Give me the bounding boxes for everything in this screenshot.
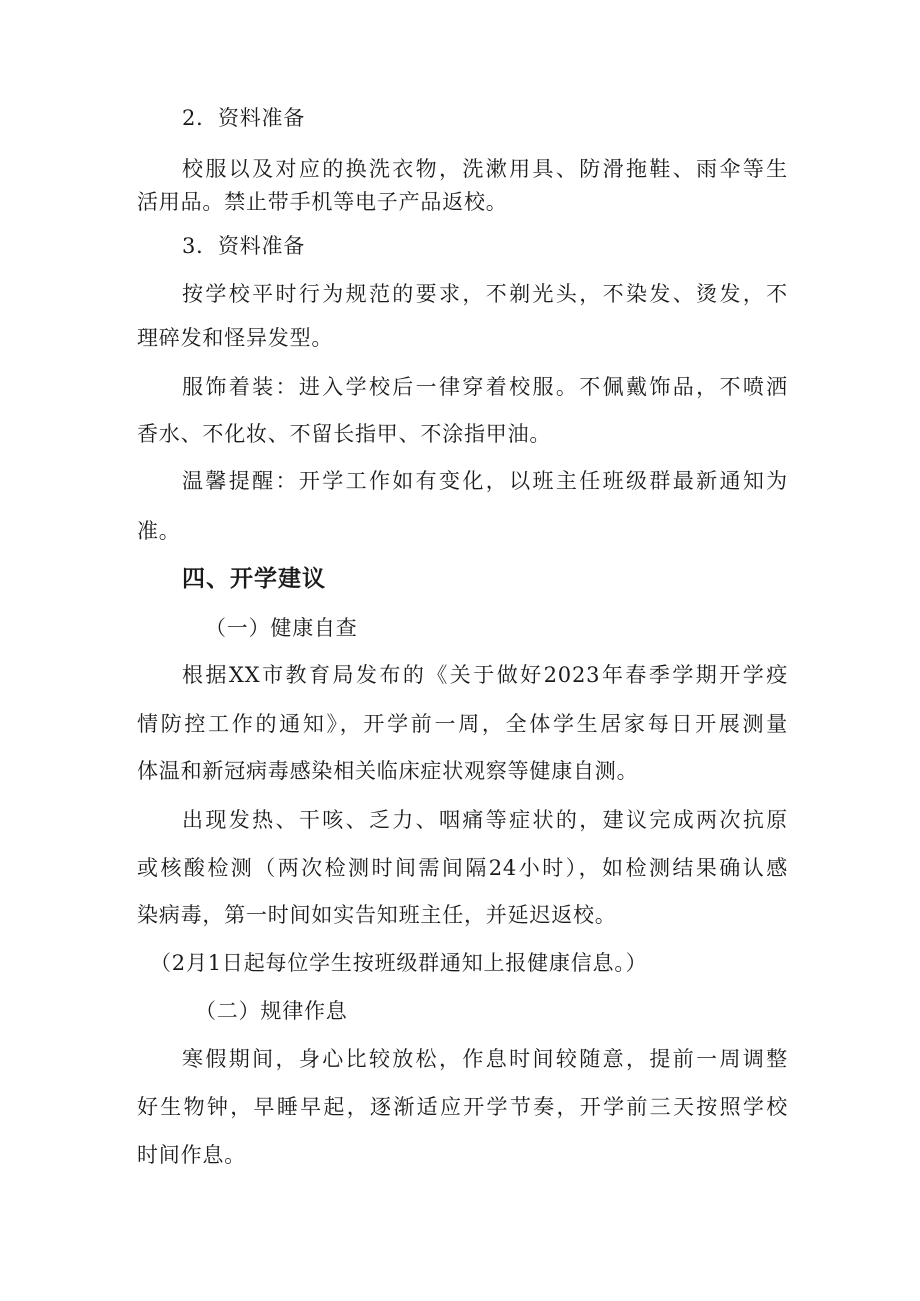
subsection-2-title: （二）规律作息 <box>195 999 348 1023</box>
paragraph-line: 或核酸检测（两次检测时间需间隔24小时），如检测结果确认感 <box>137 856 788 880</box>
paragraph-line: 染病毒，第一时间如实告知班主任，并延迟返校。 <box>137 903 617 927</box>
paragraph-line: 温馨提醒：开学工作如有变化，以班主任班级群最新通知为 <box>182 469 788 493</box>
paragraph-line: 校服以及对应的换洗衣物，洗漱用具、防滑拖鞋、雨伞等生 <box>182 157 788 181</box>
paragraph-line: （2月1日起每位学生按班级群通知上报健康信息。） <box>150 951 648 975</box>
paragraph-line: 根据XX市教育局发布的《关于做好2023年春季学期开学疫 <box>182 663 788 687</box>
section-2-title: 2．资料准备 <box>182 106 306 130</box>
paragraph-line: 时间作息。 <box>137 1143 246 1167</box>
section-4-heading: 四、开学建议 <box>182 566 326 592</box>
paragraph-line: 好生物钟，早睡早起，逐渐适应开学节奏，开学前三天按照学校 <box>137 1095 788 1119</box>
paragraph-line: 按学校平时行为规范的要求，不剃光头，不染发、烫发，不 <box>182 282 788 306</box>
section-3-title: 3．资料准备 <box>182 234 306 258</box>
paragraph-line: 服饰着装：进入学校后一律穿着校服。不佩戴饰品，不喷洒 <box>182 375 788 399</box>
paragraph-line: 香水、不化妆、不留长指甲、不涂指甲油。 <box>137 422 552 446</box>
paragraph-line: 体温和新冠病毒感染相关临床症状观察等健康自测。 <box>137 759 639 783</box>
paragraph-line: 情防控工作的通知》，开学前一周，全体学生居家每日开展测量 <box>137 712 788 736</box>
paragraph-line: 寒假期间，身心比较放松，作息时间较随意，提前一周调整 <box>182 1047 788 1071</box>
paragraph-line: 理碎发和怪异发型。 <box>137 326 334 350</box>
paragraph-line: 准。 <box>137 519 181 543</box>
paragraph-line: 出现发热、干咳、乏力、咽痛等症状的，建议完成两次抗原 <box>182 808 788 832</box>
paragraph-line: 活用品。禁止带手机等电子产品返校。 <box>137 190 508 214</box>
subsection-1-title: （一）健康自查 <box>205 616 358 640</box>
